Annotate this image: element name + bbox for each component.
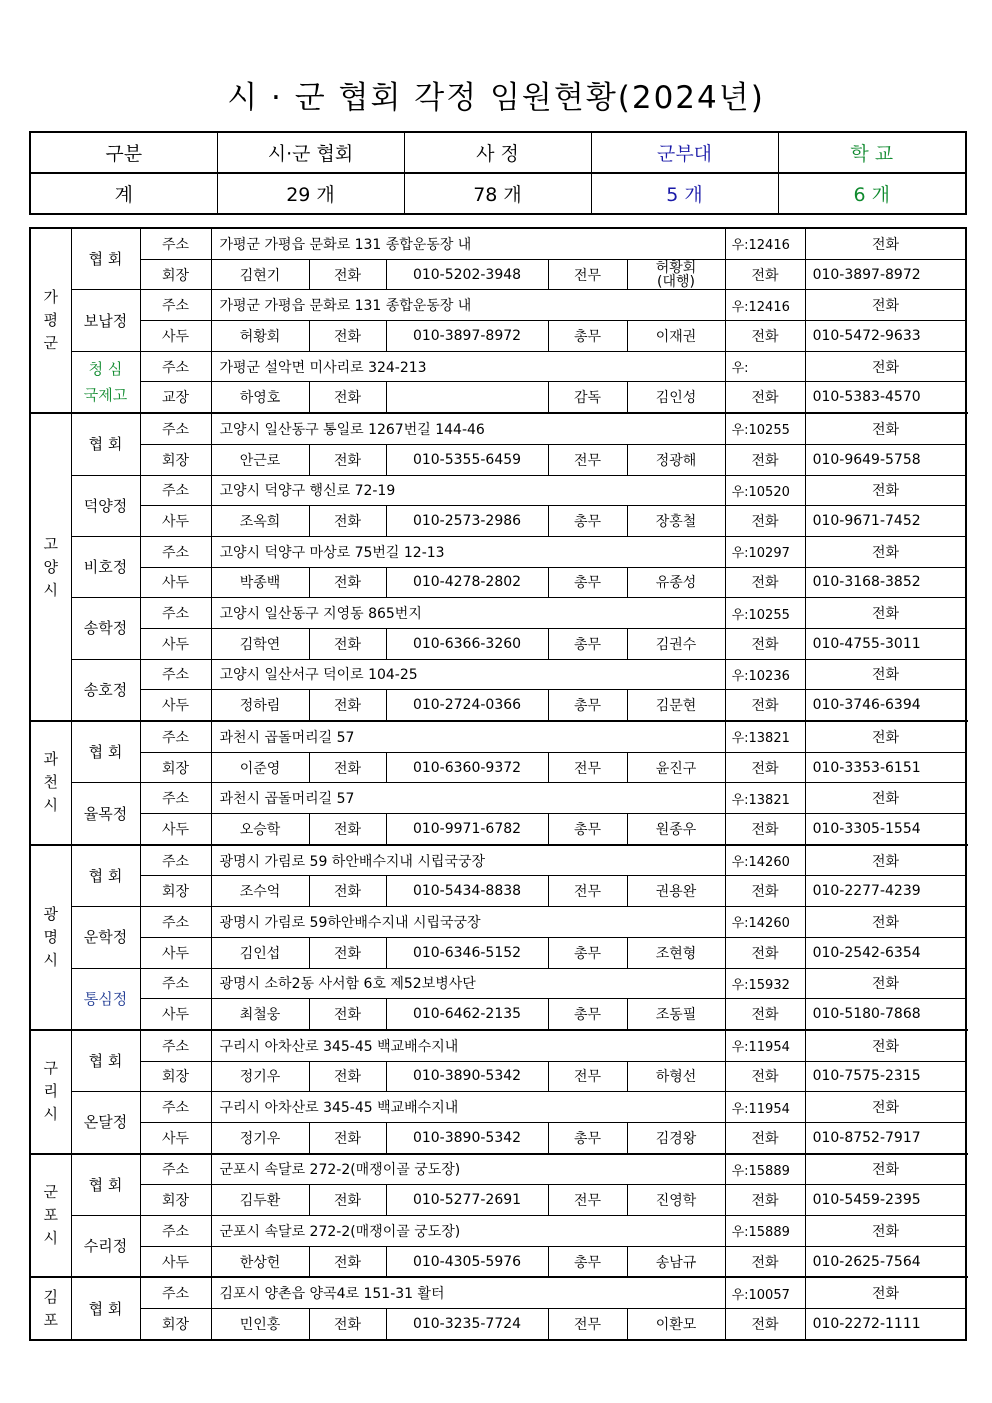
city-name: 구 리 시 — [30, 1030, 71, 1154]
address-value: 고양시 일산동구 통일로 1267번길 144-46 — [211, 413, 725, 444]
officer2-role: 총무 — [548, 1246, 627, 1277]
officer2-phone: 010-9671-7452 — [805, 506, 966, 537]
officer-name: 조수억 — [211, 876, 309, 907]
phone-label: 전화 — [725, 752, 805, 783]
postal-code: 우:15889 — [725, 1216, 805, 1247]
phone-label: 전화 — [725, 506, 805, 537]
phone-label: 전화 — [725, 259, 805, 290]
officer-phone: 010-5277-2691 — [386, 1185, 548, 1216]
address-value: 광명시 소하2동 사서함 6호 제52보병사단 — [211, 968, 725, 999]
phone-label: 전화 — [725, 567, 805, 598]
officer-phone: 010-3235-7724 — [386, 1309, 548, 1340]
phone-label: 전화 — [725, 999, 805, 1030]
postal-code: 우:10520 — [725, 475, 805, 506]
officer-phone: 010-6462-2135 — [386, 999, 548, 1030]
phone-label: 전화 — [805, 475, 966, 506]
phone-label: 전화 — [805, 413, 966, 444]
chapter-name: 운학정 — [71, 907, 140, 968]
officer2-role: 전무 — [548, 1185, 627, 1216]
city-name: 과 천 시 — [30, 721, 71, 845]
chapter-name: 협 회 — [71, 845, 140, 907]
officer-phone: 010-3890-5342 — [386, 1122, 548, 1153]
address-label: 주소 — [140, 845, 211, 876]
summary-header-school: 학 교 — [778, 132, 966, 173]
summary-total-association: 29 개 — [217, 173, 404, 214]
officer-phone: 010-5434-8838 — [386, 876, 548, 907]
phone-label: 전화 — [805, 290, 966, 321]
summary-total-school: 6 개 — [778, 173, 966, 214]
officer2-role: 총무 — [548, 506, 627, 537]
officer-role: 회장 — [140, 1061, 211, 1092]
phone-label: 전화 — [725, 1122, 805, 1153]
officer2-name: 송남규 — [627, 1246, 725, 1277]
officer-role: 회장 — [140, 1185, 211, 1216]
officer2-role: 총무 — [548, 937, 627, 968]
address-value: 구리시 아차산로 345-45 백교배수지내 — [211, 1030, 725, 1061]
phone-label: 전화 — [725, 1061, 805, 1092]
officer-name: 김학연 — [211, 628, 309, 659]
officer-role: 회장 — [140, 876, 211, 907]
officer-name: 최철웅 — [211, 999, 309, 1030]
chapter-name: 비호정 — [71, 536, 140, 597]
address-value: 광명시 가림로 59 하안배수지내 시립국궁장 — [211, 845, 725, 876]
address-value: 구리시 아차산로 345-45 백교배수지내 — [211, 1092, 725, 1123]
table-row — [30, 783, 966, 814]
summary-table — [29, 131, 967, 215]
officer2-role: 총무 — [548, 628, 627, 659]
officer-phone: 010-6346-5152 — [386, 937, 548, 968]
chapter-name: 덕양정 — [71, 475, 140, 536]
table-row — [30, 628, 966, 659]
table-row — [30, 1061, 966, 1092]
officer2-phone: 010-3353-6151 — [805, 752, 966, 783]
phone-label: 전화 — [725, 628, 805, 659]
table-row — [30, 1122, 966, 1153]
officer2-phone: 010-3746-6394 — [805, 690, 966, 721]
officer2-role: 총무 — [548, 567, 627, 598]
address-label: 주소 — [140, 1030, 211, 1061]
phone-label: 전화 — [805, 1092, 966, 1123]
table-row — [30, 876, 966, 907]
officer-name: 한상헌 — [211, 1246, 309, 1277]
officer2-name: 권용완 — [627, 876, 725, 907]
officer-role: 사두 — [140, 814, 211, 845]
table-row — [30, 290, 966, 321]
phone-label: 전화 — [805, 1216, 966, 1247]
postal-code: 우:10057 — [725, 1277, 805, 1308]
table-row — [30, 907, 966, 938]
address-label: 주소 — [140, 598, 211, 629]
postal-code: 우:10236 — [725, 659, 805, 690]
address-value: 가평군 가평읍 문화로 131 종합운동장 내 — [211, 290, 725, 321]
chapter-name: 송호정 — [71, 659, 140, 721]
officer2-role: 전무 — [548, 1061, 627, 1092]
officer2-name: 김경왕 — [627, 1122, 725, 1153]
postal-code: 우:11954 — [725, 1092, 805, 1123]
officer-phone: 010-2724-0366 — [386, 690, 548, 721]
address-label: 주소 — [140, 1154, 211, 1185]
phone-label: 전화 — [309, 567, 386, 598]
table-row — [30, 1092, 966, 1123]
phone-label: 전화 — [725, 814, 805, 845]
officer2-phone: 010-2272-1111 — [805, 1309, 966, 1340]
summary-total-archery-range: 78 개 — [404, 173, 591, 214]
table-row — [30, 690, 966, 721]
address-label: 주소 — [140, 536, 211, 567]
phone-label: 전화 — [309, 259, 386, 290]
officer2-phone: 010-5180-7868 — [805, 999, 966, 1030]
officer2-role: 총무 — [548, 814, 627, 845]
chapter-name: 온달정 — [71, 1092, 140, 1154]
officer2-name: 이환모 — [627, 1309, 725, 1340]
phone-label: 전화 — [309, 382, 386, 413]
officer2-name: 하형선 — [627, 1061, 725, 1092]
officer2-role: 전무 — [548, 876, 627, 907]
summary-header-association: 시·군 협회 — [217, 132, 404, 173]
officer2-role: 총무 — [548, 690, 627, 721]
officer-name: 민인홍 — [211, 1309, 309, 1340]
address-value: 군포시 속달로 272-2(매쟁이골 궁도장) — [211, 1154, 725, 1185]
phone-label: 전화 — [725, 937, 805, 968]
phone-label: 전화 — [309, 1309, 386, 1340]
officer2-name: 장홍철 — [627, 506, 725, 537]
officer-name: 김두환 — [211, 1185, 309, 1216]
officer2-name: 조동필 — [627, 999, 725, 1030]
officer2-phone: 010-5383-4570 — [805, 382, 966, 413]
table-row — [30, 1185, 966, 1216]
officer-phone: 010-3897-8972 — [386, 321, 548, 352]
summary-header-military: 군부대 — [591, 132, 778, 173]
officer2-name: 이재권 — [627, 321, 725, 352]
phone-label: 전화 — [309, 1122, 386, 1153]
chapter-name: 수리정 — [71, 1216, 140, 1278]
chapter-name: 협 회 — [71, 228, 140, 290]
phone-label: 전화 — [309, 752, 386, 783]
officer-role: 사두 — [140, 999, 211, 1030]
table-row — [30, 752, 966, 783]
officer2-phone: 010-2625-7564 — [805, 1246, 966, 1277]
officer-name: 조옥희 — [211, 506, 309, 537]
phone-label: 전화 — [805, 1030, 966, 1061]
postal-code: 우:15932 — [725, 968, 805, 999]
chapter-name: 협 회 — [71, 1277, 140, 1339]
table-row — [30, 1246, 966, 1277]
officer2-role: 전무 — [548, 752, 627, 783]
officer2-role: 총무 — [548, 999, 627, 1030]
address-value: 고양시 일산동구 지영동 865번지 — [211, 598, 725, 629]
officer2-phone: 010-3168-3852 — [805, 567, 966, 598]
chapter-name: 율목정 — [71, 783, 140, 845]
phone-label: 전화 — [805, 598, 966, 629]
chapter-name: 협 회 — [71, 721, 140, 783]
officer-name: 정기우 — [211, 1122, 309, 1153]
phone-label: 전화 — [309, 628, 386, 659]
address-value: 김포시 양촌읍 양곡4로 151-31 활터 — [211, 1277, 725, 1308]
table-row — [30, 845, 966, 876]
officer2-name: 조현형 — [627, 937, 725, 968]
table-row — [30, 536, 966, 567]
postal-code: 우:13821 — [725, 721, 805, 752]
address-value: 군포시 속달로 272-2(매쟁이골 궁도장) — [211, 1216, 725, 1247]
postal-code: 우:12416 — [725, 228, 805, 259]
officer-phone: 010-6366-3260 — [386, 628, 548, 659]
address-value: 광명시 가림로 59하안배수지내 시립국궁장 — [211, 907, 725, 938]
postal-code: 우:14260 — [725, 907, 805, 938]
officer2-role: 전무 — [548, 259, 627, 290]
address-label: 주소 — [140, 290, 211, 321]
address-value: 과천시 곱돌머리길 57 — [211, 783, 725, 814]
phone-label: 전화 — [309, 1185, 386, 1216]
summary-header-archery-range: 사 정 — [404, 132, 591, 173]
table-row — [30, 475, 966, 506]
phone-label: 전화 — [805, 721, 966, 752]
phone-label: 전화 — [725, 382, 805, 413]
phone-label: 전화 — [805, 351, 966, 382]
officer-name: 정하림 — [211, 690, 309, 721]
table-row — [30, 659, 966, 690]
officer-role: 사두 — [140, 506, 211, 537]
table-row — [30, 382, 966, 413]
address-value: 가평군 설악면 미사리로 324-213 — [211, 351, 725, 382]
officer-name: 김현기 — [211, 259, 309, 290]
officer-role: 회장 — [140, 259, 211, 290]
officer-name: 정기우 — [211, 1061, 309, 1092]
address-value: 고양시 덕양구 행신로 72-19 — [211, 475, 725, 506]
postal-code: 우:10255 — [725, 413, 805, 444]
address-label: 주소 — [140, 1092, 211, 1123]
officer-name: 이준영 — [211, 752, 309, 783]
address-label: 주소 — [140, 721, 211, 752]
phone-label: 전화 — [805, 228, 966, 259]
postal-code: 우:15889 — [725, 1154, 805, 1185]
officer2-name: 유종성 — [627, 567, 725, 598]
officer-role: 회장 — [140, 444, 211, 475]
officer-name: 안근로 — [211, 444, 309, 475]
officer2-phone: 010-4755-3011 — [805, 628, 966, 659]
officer2-role: 전무 — [548, 444, 627, 475]
officer2-phone: 010-5459-2395 — [805, 1185, 966, 1216]
officer2-phone: 010-2277-4239 — [805, 876, 966, 907]
officer-role: 사두 — [140, 937, 211, 968]
officer-phone: 010-4278-2802 — [386, 567, 548, 598]
phone-label: 전화 — [309, 999, 386, 1030]
officer-role: 회장 — [140, 752, 211, 783]
chapter-name: 청 심 국제고 — [71, 351, 140, 413]
officer-phone: 010-6360-9372 — [386, 752, 548, 783]
table-row — [30, 1216, 966, 1247]
address-label: 주소 — [140, 968, 211, 999]
table-row — [30, 228, 966, 259]
chapter-name: 송학정 — [71, 598, 140, 659]
officer2-name: 진영학 — [627, 1185, 725, 1216]
page-title: 시 · 군 협회 각정 임원현황(2024년) — [227, 80, 765, 116]
chapter-name: 협 회 — [71, 1030, 140, 1092]
officer-role: 사두 — [140, 1246, 211, 1277]
address-label: 주소 — [140, 907, 211, 938]
address-label: 주소 — [140, 413, 211, 444]
address-value: 과천시 곱돌머리길 57 — [211, 721, 725, 752]
officer-phone: 010-5202-3948 — [386, 259, 548, 290]
officer-role: 사두 — [140, 628, 211, 659]
officer-name: 오승학 — [211, 814, 309, 845]
phone-label: 전화 — [309, 814, 386, 845]
address-label: 주소 — [140, 1216, 211, 1247]
summary-total-military: 5 개 — [591, 173, 778, 214]
phone-label: 전화 — [725, 1246, 805, 1277]
postal-code: 우:11954 — [725, 1030, 805, 1061]
postal-code: 우: — [725, 351, 805, 382]
phone-label: 전화 — [805, 907, 966, 938]
phone-label: 전화 — [805, 845, 966, 876]
table-row — [30, 1154, 966, 1185]
officer2-name: 김권수 — [627, 628, 725, 659]
officer-phone: 010-4305-5976 — [386, 1246, 548, 1277]
officer2-role: 총무 — [548, 321, 627, 352]
phone-label: 전화 — [805, 968, 966, 999]
address-label: 주소 — [140, 783, 211, 814]
officer-role: 사두 — [140, 1122, 211, 1153]
table-row — [30, 721, 966, 752]
phone-label: 전화 — [805, 1154, 966, 1185]
officer2-phone: 010-8752-7917 — [805, 1122, 966, 1153]
phone-label: 전화 — [805, 536, 966, 567]
address-label: 주소 — [140, 228, 211, 259]
address-label: 주소 — [140, 351, 211, 382]
officer2-role: 감독 — [548, 382, 627, 413]
officer-role: 사두 — [140, 321, 211, 352]
table-row — [30, 814, 966, 845]
phone-label: 전화 — [309, 937, 386, 968]
city-name: 광 명 시 — [30, 845, 71, 1030]
city-name: 고 양 시 — [30, 413, 71, 721]
phone-label: 전화 — [725, 1185, 805, 1216]
summary-header-category: 구분 — [30, 132, 217, 173]
table-row — [30, 999, 966, 1030]
summary-total-label: 계 — [30, 173, 217, 214]
officer-name: 하영호 — [211, 382, 309, 413]
postal-code: 우:12416 — [725, 290, 805, 321]
phone-label: 전화 — [725, 321, 805, 352]
table-row — [30, 321, 966, 352]
officer2-name: 윤진구 — [627, 752, 725, 783]
officer-phone: 010-3890-5342 — [386, 1061, 548, 1092]
officer2-role: 전무 — [548, 1309, 627, 1340]
phone-label: 전화 — [309, 506, 386, 537]
phone-label: 전화 — [309, 1061, 386, 1092]
officer2-name: 정광해 — [627, 444, 725, 475]
officer-name: 허황회 — [211, 321, 309, 352]
chapter-name: 협 회 — [71, 413, 140, 475]
phone-label: 전화 — [309, 876, 386, 907]
postal-code: 우:13821 — [725, 783, 805, 814]
officer2-phone: 010-3305-1554 — [805, 814, 966, 845]
officer2-phone: 010-7575-2315 — [805, 1061, 966, 1092]
phone-label: 전화 — [805, 783, 966, 814]
table-row — [30, 968, 966, 999]
officer2-role: 총무 — [548, 1122, 627, 1153]
phone-label: 전화 — [725, 876, 805, 907]
officer-role: 회장 — [140, 1309, 211, 1340]
officer-role: 사두 — [140, 567, 211, 598]
city-name: 김 포 — [30, 1277, 71, 1339]
table-row — [30, 1277, 966, 1308]
phone-label: 전화 — [805, 1277, 966, 1308]
address-label: 주소 — [140, 475, 211, 506]
table-row — [30, 1309, 966, 1340]
table-row — [30, 351, 966, 382]
phone-label: 전화 — [725, 690, 805, 721]
officer2-phone: 010-5472-9633 — [805, 321, 966, 352]
table-row — [30, 259, 966, 290]
officer-phone: 010-2573-2986 — [386, 506, 548, 537]
officer2-phone: 010-9649-5758 — [805, 444, 966, 475]
officer2-phone: 010-3897-8972 — [805, 259, 966, 290]
officer2-name: 원종우 — [627, 814, 725, 845]
address-label: 주소 — [140, 659, 211, 690]
officer2-name: 김인성 — [627, 382, 725, 413]
phone-label: 전화 — [805, 659, 966, 690]
officer-role: 사두 — [140, 690, 211, 721]
table-row — [30, 506, 966, 537]
phone-label: 전화 — [309, 444, 386, 475]
chapter-name: 통심정 — [71, 968, 140, 1030]
table-row — [30, 1030, 966, 1061]
table-row — [30, 937, 966, 968]
officer2-phone: 010-2542-6354 — [805, 937, 966, 968]
chapter-name: 협 회 — [71, 1154, 140, 1216]
officer-phone — [386, 382, 548, 413]
address-value: 고양시 덕양구 마상로 75번길 12-13 — [211, 536, 725, 567]
phone-label: 전화 — [309, 1246, 386, 1277]
city-name: 군 포 시 — [30, 1154, 71, 1278]
postal-code: 우:14260 — [725, 845, 805, 876]
table-row — [30, 598, 966, 629]
officer-phone: 010-9971-6782 — [386, 814, 548, 845]
chapter-name: 보납정 — [71, 290, 140, 351]
phone-label: 전화 — [725, 444, 805, 475]
address-value: 고양시 일산서구 덕이로 104-25 — [211, 659, 725, 690]
address-value: 가평군 가평읍 문화로 131 종합운동장 내 — [211, 228, 725, 259]
table-row — [30, 413, 966, 444]
phone-label: 전화 — [309, 690, 386, 721]
postal-code: 우:10297 — [725, 536, 805, 567]
table-row — [30, 567, 966, 598]
address-label: 주소 — [140, 1277, 211, 1308]
postal-code: 우:10255 — [725, 598, 805, 629]
officer-role: 교장 — [140, 382, 211, 413]
phone-label: 전화 — [725, 1309, 805, 1340]
officer-phone: 010-5355-6459 — [386, 444, 548, 475]
table-row — [30, 444, 966, 475]
phone-label: 전화 — [309, 321, 386, 352]
officer-table — [29, 227, 967, 1341]
officer2-name: 김문현 — [627, 690, 725, 721]
officer-name: 김인섭 — [211, 937, 309, 968]
officer2-name: 허황회 (대행) — [627, 259, 725, 290]
city-name: 가 평 군 — [30, 228, 71, 413]
officer-name: 박종백 — [211, 567, 309, 598]
